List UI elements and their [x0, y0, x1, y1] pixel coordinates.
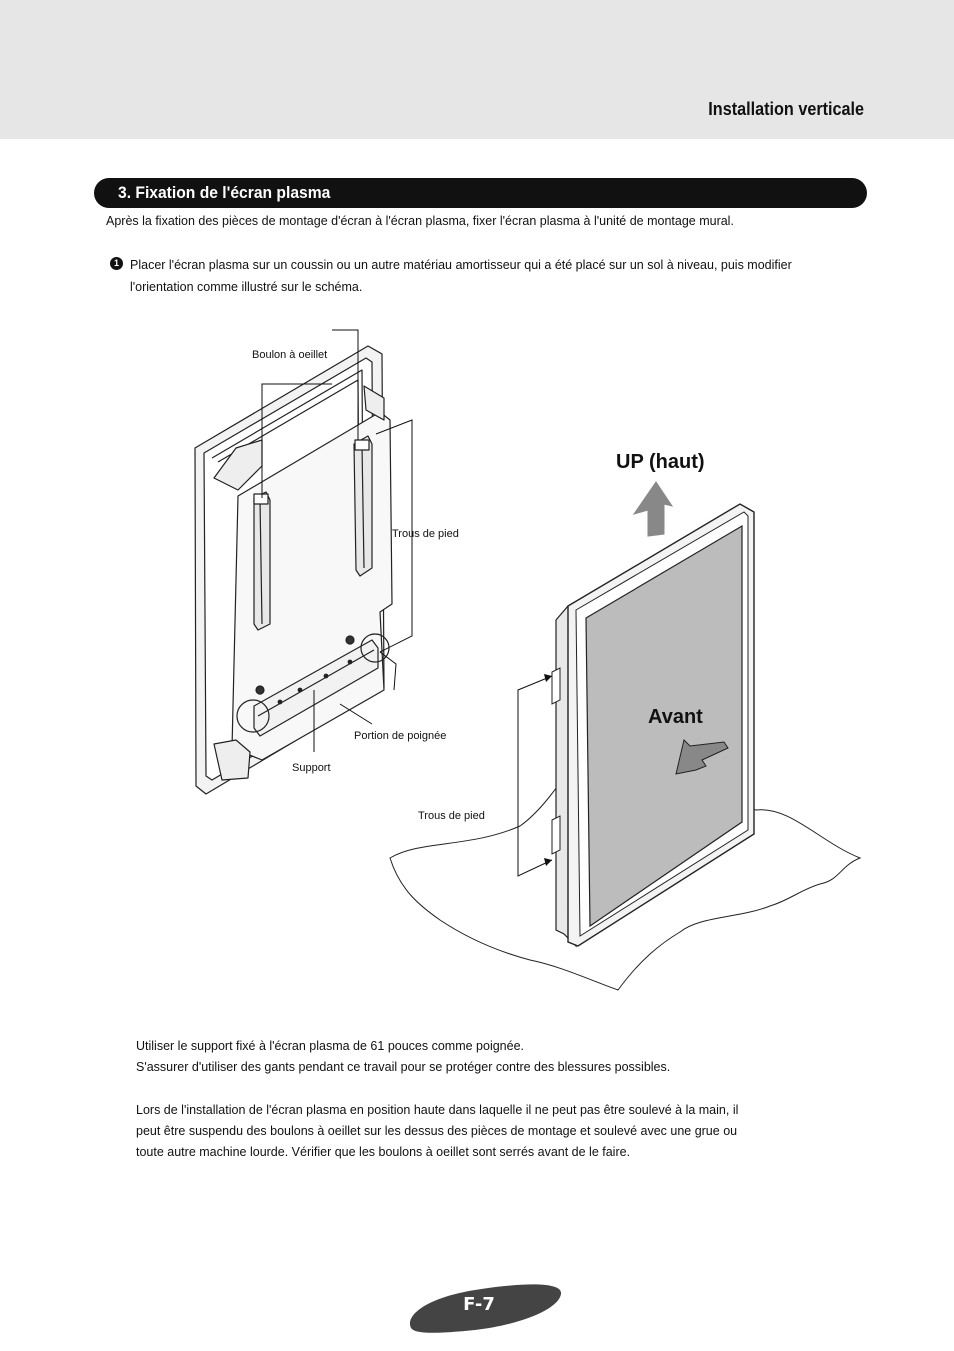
- section-title: 3. Fixation de l'écran plasma: [118, 183, 331, 202]
- installation-figure: [0, 300, 954, 1020]
- label-handle-portion: Portion de poignée: [354, 730, 447, 742]
- page-number-badge: [405, 1282, 565, 1336]
- note-line-2: S'assurer d'utiliser des gants pendant ce travail pour se protéger contre des blessures possibles.: [136, 1060, 671, 1074]
- label-foot-holes-bottom: Trous de pied: [418, 810, 485, 822]
- up-arrow-icon: [634, 482, 672, 536]
- note-group-1: [136, 1036, 670, 1078]
- step-number: 1: [110, 257, 123, 270]
- step-text: Placer l'écran plasma sur un coussin ou un autre matériau amortisseur qui a été placé sur un sol à niveau, puis modifier l'orientation comme illustré sur le schéma.: [130, 258, 792, 294]
- section-bar: [94, 178, 867, 208]
- header-title: Installation verticale: [708, 99, 864, 119]
- label-support: Support: [292, 762, 331, 774]
- note-line-1: Utiliser le support fixé à l'écran plasma de 61 pouces comme poignée.: [136, 1039, 525, 1053]
- label-foot-holes-top: Trous de pied: [392, 528, 459, 540]
- panel-back-illustration: [195, 346, 392, 794]
- page-number: F-7: [463, 1294, 495, 1315]
- step-1: [110, 254, 830, 298]
- label-up: UP (haut): [616, 451, 705, 473]
- label-eyebolt: Boulon à oeillet: [252, 349, 328, 361]
- note-paragraph: Lors de l'installation de l'écran plasma en position haute dans laquelle il ne peut pas être soulevé à la main, il peut être suspendu des boulons à oeillet sur les dessus des pièces de montage et soulevé avec une grue ou toute autre machine lourde. Vérifier que les boulons à oeillet sont serrés avant de le faire.: [136, 1103, 739, 1159]
- intro-text: Après la fixation des pièces de montage d'écran à l'écran plasma, fixer l'écran plasma à l'unité de montage mural.: [106, 214, 734, 228]
- header-band: [0, 0, 954, 139]
- label-front: Avant: [648, 706, 703, 728]
